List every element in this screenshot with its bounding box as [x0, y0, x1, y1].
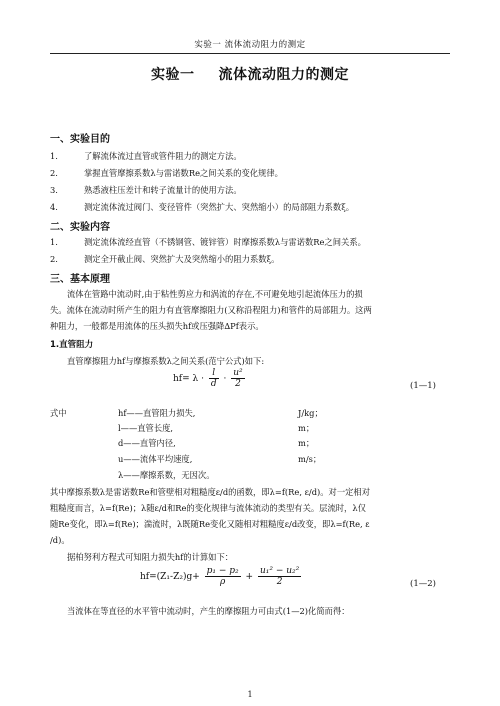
paragraph-line: 随Re变化，即λ=f(Re)；湍流时，λ既随Re变化又随相对粗糙度ε/d改变，即λ=f(Re, ε [50, 519, 370, 529]
paragraph-line: /d)。 [50, 535, 70, 545]
symbol-definition: hf——直管阻力损失, J/kg； [118, 408, 323, 418]
objective-item: 1. 了解流体流过直管或管件阻力的测定方法。 [50, 151, 242, 161]
equation-1-2: hf=(Z₁-Z₂)g+ $\frac{\text{p₁ − p₂}}{\rho}$ + $\frac{\text{u₁² − u₂²}}{2}$ [140, 566, 300, 587]
lead-line: 据柏努利方程式可知阻力损失hf的计算如下： [67, 552, 234, 562]
fraction-velocity-over-2: $\frac{\text{u₁² − u₂²}}{2}$ [259, 566, 300, 587]
document-title [0, 64, 500, 84]
page-number: 1 [247, 690, 253, 699]
section-heading-principles: 三、基本原理 [50, 274, 110, 285]
content-item: 1. 测定流体流经直管（不锈钢管、镀锌管）时摩擦系数λ与雷诺数Re之间关系。 [50, 237, 366, 247]
equation-1-1: hf= λ · $\frac{l}{d}$ · $\frac{\text{u²}}{2}$ [173, 368, 243, 389]
lead-line: 直管摩擦阻力hf与摩擦系数λ之间关系(范宁公式)如下: [67, 356, 265, 366]
symbol-definition: d——直管内径, m； [118, 438, 315, 448]
equation-number: (1—1) [410, 381, 436, 391]
title-name: 流体流动阻力的测定 [218, 67, 349, 83]
objective-item: 4. 测定流体流过阀门、变径管件（突然扩大、突然缩小）的局部阻力系数ξ。 [50, 202, 355, 212]
symbol-definition: l——直管长度, m； [118, 423, 315, 433]
objective-item: 3. 熟悉液柱压差计和转子流量计的使用方法。 [50, 185, 242, 195]
section-heading-content: 二、实验内容 [50, 222, 110, 233]
title-number: 实验一 [151, 67, 195, 83]
equation-number: (1—2) [410, 579, 436, 589]
fraction-u2-over-2: $\frac{\text{u²}}{2}$ [233, 368, 243, 389]
objective-item: 2. 掌握直管摩擦系数λ与雷诺数Re之间关系的变化规律。 [50, 168, 283, 178]
where-label: 式中 [50, 408, 67, 418]
intro-line: 失。流体在流动时所产生的阻力有直管摩擦阻力(又称沿程阻力)和管件的局部阻力。这两 [50, 305, 372, 315]
section-heading-objectives: 一、实验目的 [50, 134, 110, 145]
header-rule [50, 53, 450, 54]
paragraph-line: 当流体在等直径的水平管中流动时，产生的摩擦阻力可由式(1—2)化简而得： [67, 606, 350, 616]
fraction-l-over-d: $\frac{l}{d}$ [210, 368, 217, 389]
fraction-pressure-over-rho: $\frac{\text{p₁ − p₂}}{\rho}$ [206, 566, 239, 587]
subsection-heading: 1.直管阻力 [50, 340, 94, 350]
symbol-definition: u——流体平均速度, m/s； [118, 454, 322, 464]
running-header: 实验一 流体流动阻力的测定 [194, 40, 306, 50]
intro-line: 流体在管路中流动时,由于粘性剪应力和涡流的存在,不可避免地引起流体压力的损 [67, 289, 363, 299]
content-item: 2. 测定全开截止阀、突然扩大及突然缩小的阻力系数ξ。 [50, 254, 280, 264]
paragraph-line: 其中摩擦系数λ是雷诺数Re和管壁相对粗糙度ε/d的函数，即λ=f(Re, ε/d)。对一定相对 [50, 487, 371, 497]
paragraph-line: 粗糙度而言，λ=f(Re)；λ随ε/d和Re的变化规律与流体流动的类型有关。层流时，λ仅 [50, 503, 366, 513]
intro-line: 种阻力，一般都是用流体的压头损失hf或压强降∆Pf表示。 [50, 321, 264, 331]
symbol-definition: λ——摩擦系数，无因次。 [118, 470, 215, 480]
